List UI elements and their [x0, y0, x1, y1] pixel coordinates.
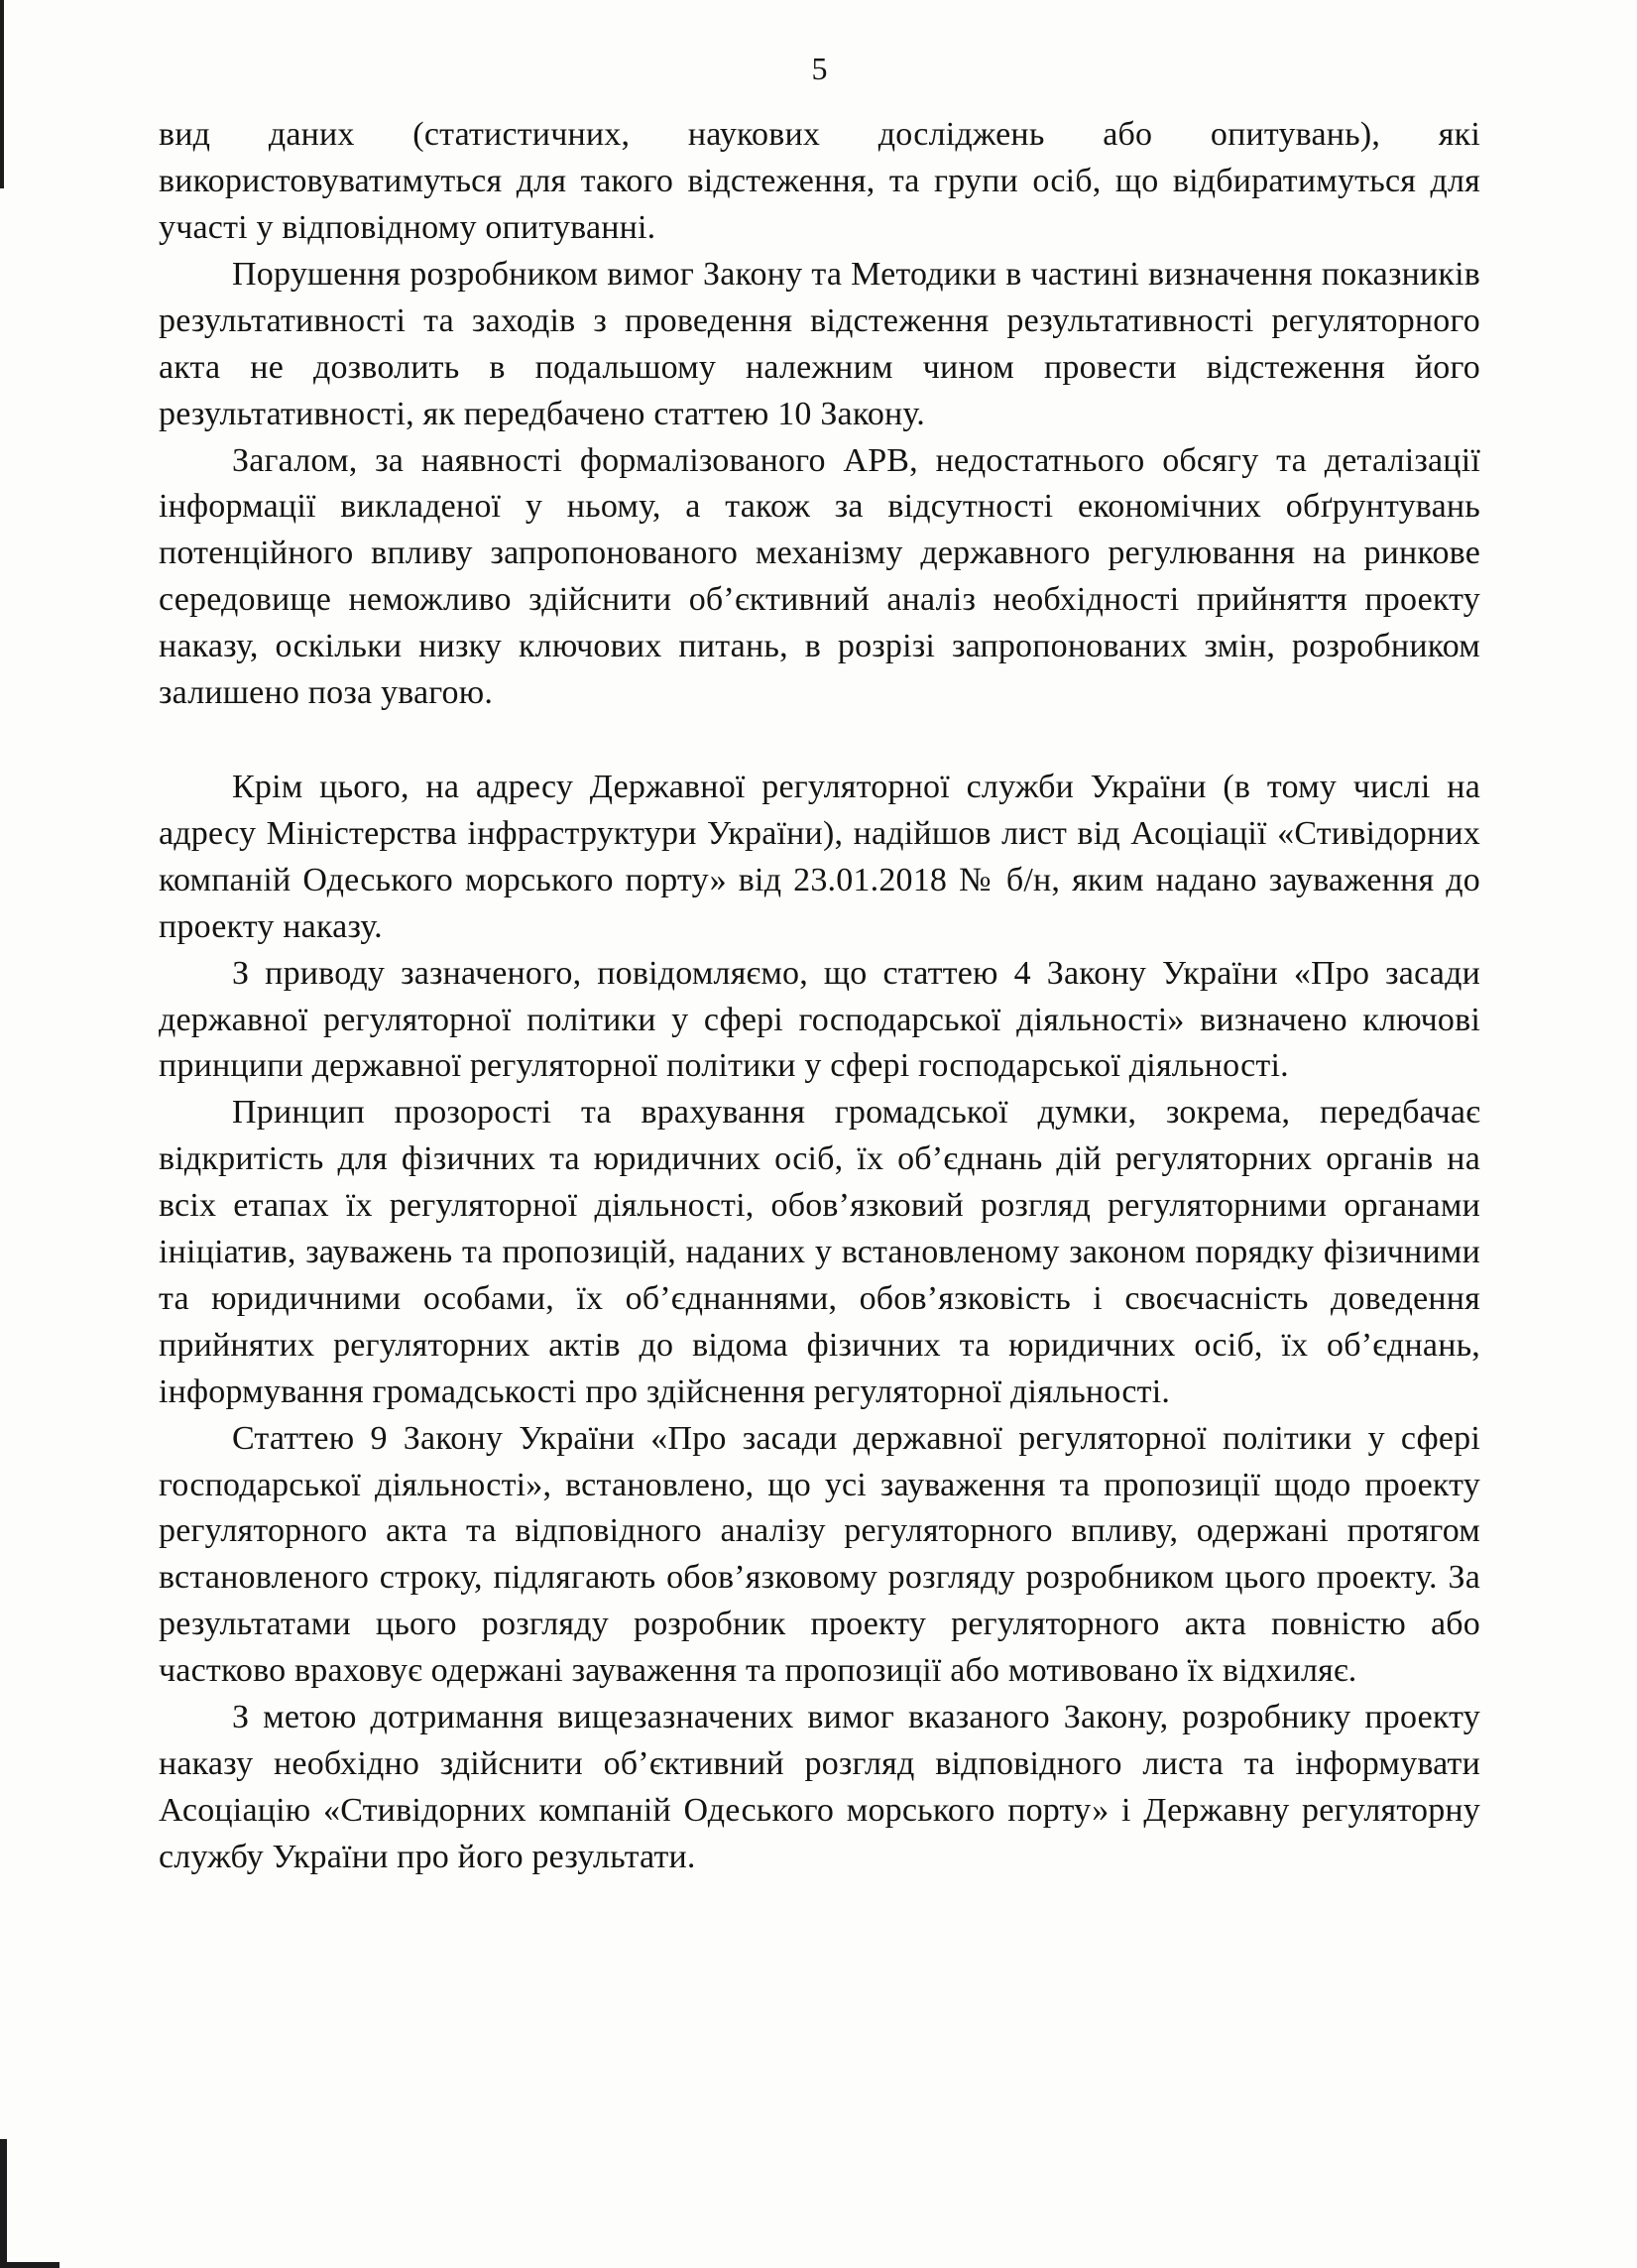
paragraph: Загалом, за наявності формалізованого АРВ, недостатнього обсягу та деталізації інформації викладеної у ньому, а також за відсутності економічних обґрунтувань потенційного впливу запропонованого механізму державного регулювання на ринкове середовище неможливо здійснити об’єктивний аналіз необхідності прийняття проекту наказу, оскільки низку ключових питань, в розрізі запропонованих змін, розробником залишено поза увагою.	[159, 441, 1480, 712]
paragraph: Статтею 9 Закону України «Про засади державної регуляторної політики у сфері господарської діяльності», встановлено, що усі зауваження та пропозиції щодо проекту регуляторного акта та відповідного аналізу регуляторного впливу, одержані протягом встановленого строку, підлягають обов’язковому розгляду розробником цього проекту. За результатами цього розгляду розробник проекту регуляторного акта повністю або частково враховує одержані зауваження та пропозиції або мотивовано їх відхиляє.	[159, 1419, 1480, 1690]
paragraph: З приводу зазначеного, повідомляємо, що статтею 4 Закону України «Про засади державної регуляторної політики у сфері господарської діяльності» визначено ключові принципи державної регуляторної політики у сфері господарської діяльності.	[159, 954, 1480, 1085]
paragraph-continuation: вид даних (статистичних, наукових досліджень або опитувань), які використовуватимуться для такого відстеження, та групи осіб, що відбиратимуться для участі у відповідному опитуванні.	[159, 116, 1480, 246]
paragraph: Порушення розробником вимог Закону та Методики в частині визначення показників результативності та заходів з проведення відстеження результативності регуляторного акта не дозволить в подальшому належним чином провести відстеження його результативності, як передбачено статтею 10 Закону.	[159, 255, 1480, 432]
paragraph: Крім цього, на адресу Державної регуляторної служби України (в тому числі на адресу Міністерства інфраструктури України), надійшов лист від Асоціації «Стивідорних компаній Одеського морського порту» від 23.01.2018 № б/н, яким надано зауваження до проекту наказу.	[159, 768, 1480, 945]
scan-artifact-left-top	[0, 0, 4, 188]
scan-artifact-bottom	[0, 2262, 59, 2268]
paragraph: Принцип прозорості та врахування громадської думки, зокрема, передбачає відкритість для фізичних та юридичних осіб, їх об’єднань дій регуляторних органів на всіх етапах їх регуляторної діяльності, обов’язковий розгляд регуляторними органами ініціатив, зауважень та пропозицій, наданих у встановленому законом порядку фізичними та юридичними особами, їх об’єднаннями, обов’язковість і своєчасність доведення прийнятих регуляторних актів до відома фізичних та юридичних осіб, їх об’єднань, інформування громадськості про здійснення регуляторної діяльності.	[159, 1094, 1480, 1410]
scan-artifact-left-bottom	[0, 2139, 7, 2268]
page-number: 5	[811, 51, 828, 86]
paragraph: З метою дотримання вищезазначених вимог вказаного Закону, розробнику проекту наказу необхідно здійснити об’єктивний розгляд відповідного листа та інформувати Асоціацію «Стивідорних компаній Одеського морського порту» і Державну регуляторну службу України про його результати.	[159, 1699, 1480, 1875]
document-body	[159, 112, 1480, 1881]
